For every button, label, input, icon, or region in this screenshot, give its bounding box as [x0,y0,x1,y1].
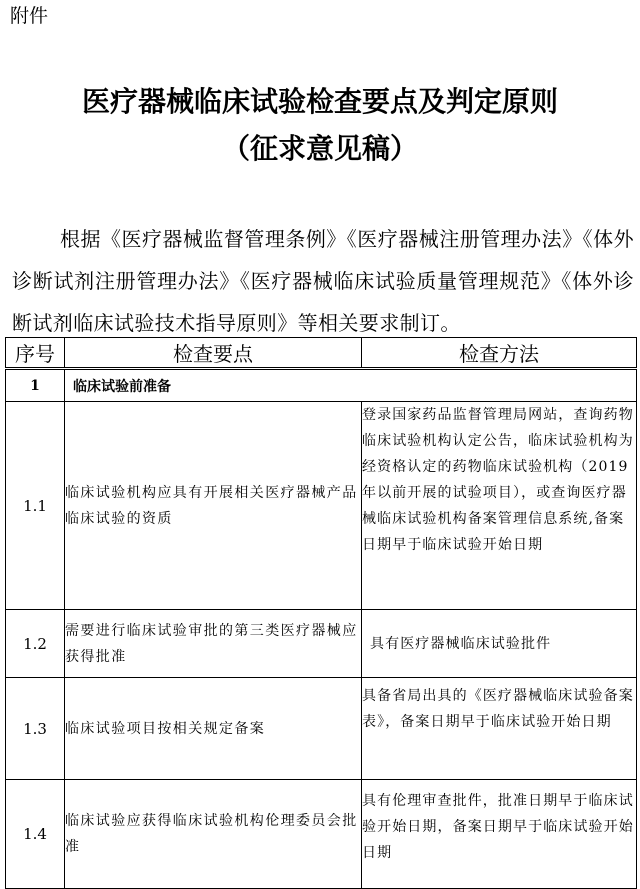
row-check-point: 临床试验机构应具有开展相关医疗器械产品临床试验的资质 [65,402,362,610]
row-number: 1.1 [6,402,65,610]
row-number: 1.4 [6,780,65,889]
row-check-method: 具备省局出具的《医疗器械临床试验备案表》，备案日期早于临床试验开始日期 [362,678,637,780]
header-check-method: 检查方法 [362,338,637,369]
row-check-point: 临床试验应获得临床试验机构伦理委员会批准 [65,780,362,889]
section-title: 临床试验前准备 [65,369,637,402]
table-header-row [6,338,637,369]
row-check-method: 登录国家药品监督管理局网站，查询药物临床试验机构认定公告，临床试验机构为经资格认定的药物临床试验机构（2019 年以前开展的试验项目），或查询医疗器械临床试验机构备案管理信息系统,备案日期早于临床试验开始日期 [362,402,637,610]
intro-paragraph: 根据《医疗器械监督管理条例》《医疗器械注册管理办法》《体外诊断试剂注册管理办法》《医疗器械临床试验质量管理规范》《体外诊断试剂临床试验技术指导原则》等相关要求制订。 [12,227,634,335]
inspection-table [5,337,637,889]
table-row [6,402,637,610]
table-row [6,780,637,889]
row-check-point: 需要进行临床试验审批的第三类医疗器械应获得批准 [65,610,362,678]
header-seq: 序号 [6,338,65,369]
row-number: 1.2 [6,610,65,678]
row-number: 1.3 [6,678,65,780]
header-check-point: 检查要点 [65,338,362,369]
row-check-point: 临床试验项目按相关规定备案 [65,678,362,780]
table-row [6,678,637,780]
document-title: 医疗器械临床试验检查要点及判定原则 [81,85,558,118]
table-row [6,610,637,678]
attachment-label: 附件 [10,5,49,27]
row-check-method: 具有医疗器械临床试验批件 [362,610,637,678]
row-check-method: 具有伦理审查批件，批准日期早于临床试验开始日期，备案日期早于临床试验开始日期 [362,780,637,889]
document-subtitle: （征求意见稿） [221,132,418,165]
section-row [6,369,637,402]
section-number: 1 [6,369,65,402]
